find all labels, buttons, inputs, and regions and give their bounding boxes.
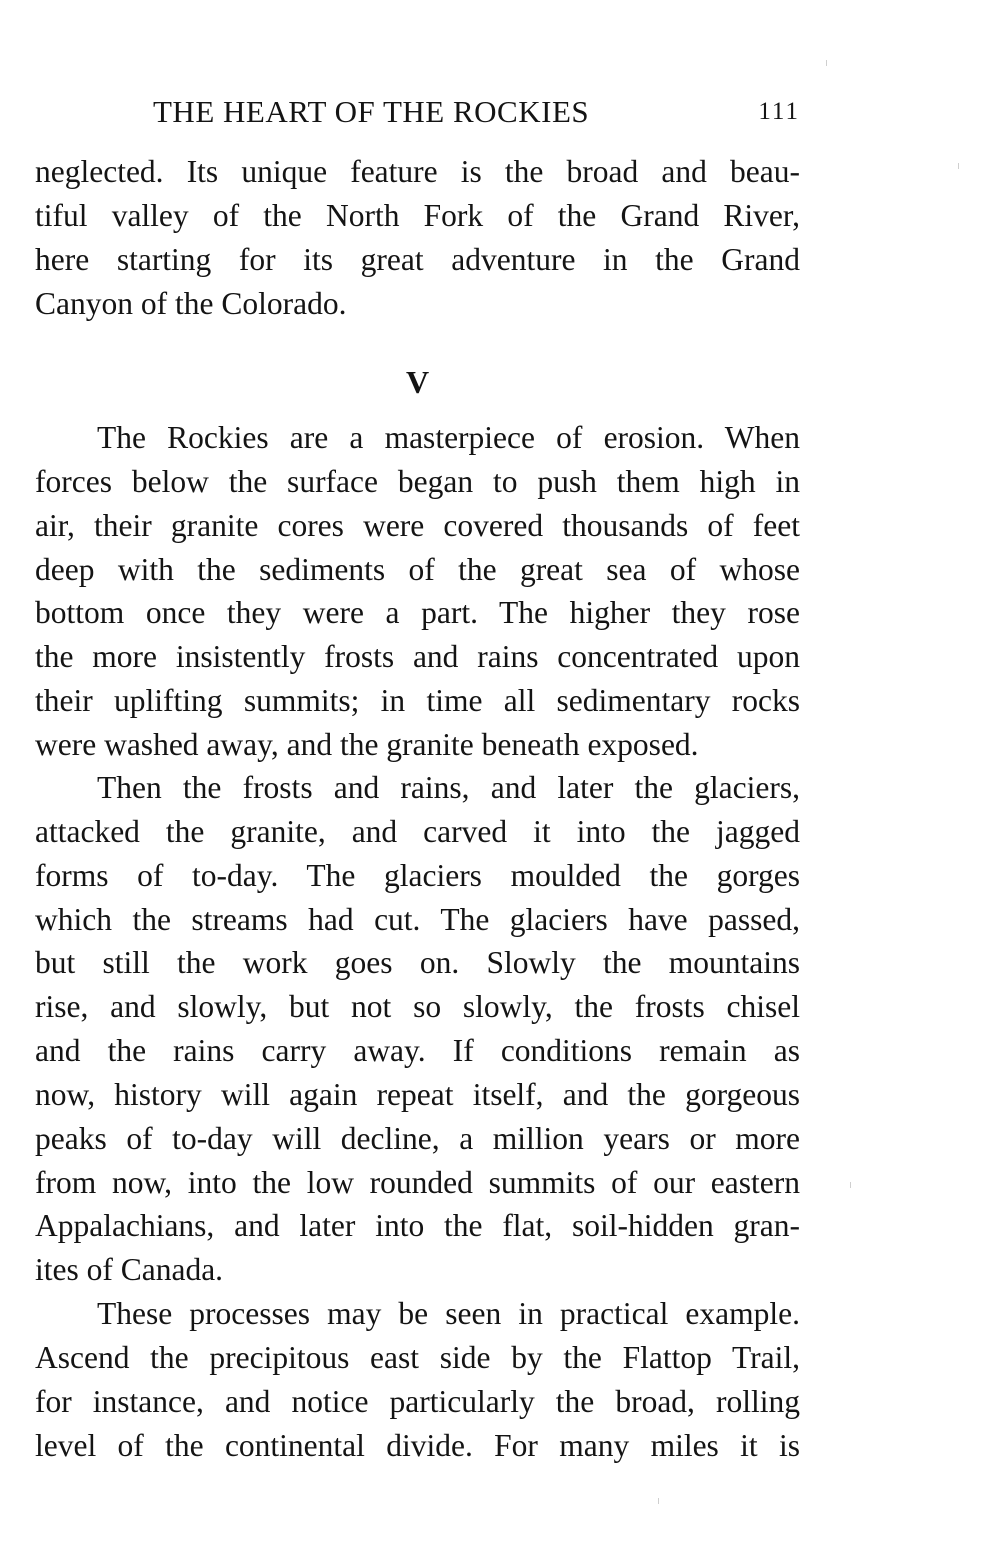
text-line: now, history will again repeat itself, and the gorgeous	[35, 1076, 800, 1112]
text-line: neglected. Its unique feature is the broad and beau-	[35, 154, 800, 189]
paragraph	[35, 1292, 800, 1467]
page-number: 111	[758, 98, 800, 125]
text-line: which the streams had cut. The glaciers have passed,	[35, 901, 800, 937]
text-line: The Rockies are a masterpiece of erosion. When	[97, 420, 800, 455]
text-line: Appalachians, and later into the flat, soil-hidden gran-	[35, 1208, 800, 1244]
text-line: forms of to-day. The glaciers moulded the gorges	[35, 857, 800, 893]
text-line: peaks of to-day will decline, a million years or more	[35, 1120, 800, 1156]
running-head: THE HEART OF THE ROCKIES	[153, 94, 590, 129]
paragraph	[35, 416, 800, 767]
text-line: here starting for its great adventure in the Grand	[35, 241, 800, 277]
scan-speck	[850, 1182, 851, 1188]
text-line: These processes may be seen in practical example.	[97, 1296, 800, 1331]
text-line: bottom once they were a part. The higher they rose	[35, 595, 800, 631]
text-line: Canyon of the Colorado.	[35, 285, 347, 321]
page-header	[35, 92, 800, 132]
text-line: but still the work goes on. Slowly the mountains	[35, 945, 800, 981]
text-line: Then the frosts and rains, and later the glaciers,	[97, 770, 800, 805]
text-line: level of the continental divide. For many miles it is	[35, 1427, 800, 1463]
text-line: and the rains carry away. If conditions remain as	[35, 1033, 800, 1069]
text-line: the more insistently frosts and rains concentrated upon	[35, 639, 800, 675]
scan-speck	[658, 1498, 659, 1504]
text-line: attacked the granite, and carved it into the jagged	[35, 813, 800, 849]
text-line: ites of Canada.	[35, 1252, 224, 1288]
paragraph-continued	[35, 150, 800, 325]
text-line: Ascend the precipitous east side by the Flattop Trail,	[35, 1339, 800, 1375]
text-line: air, their granite cores were covered thousands of feet	[35, 507, 800, 543]
text-line: deep with the sediments of the great sea of whose	[35, 551, 800, 587]
section-heading: V	[405, 364, 430, 400]
scan-speck	[958, 163, 959, 169]
scan-speck	[826, 60, 827, 66]
text-line: were washed away, and the granite beneath exposed.	[35, 726, 699, 762]
paragraph	[35, 766, 800, 1292]
text-line: forces below the surface began to push them high in	[35, 463, 800, 499]
text-line: their uplifting summits; in time all sedimentary rocks	[35, 683, 800, 719]
text-line: for instance, and notice particularly the broad, rolling	[35, 1383, 800, 1419]
text-line: from now, into the low rounded summits of our eastern	[35, 1164, 800, 1200]
text-line: tiful valley of the North Fork of the Grand River,	[35, 197, 800, 233]
text-line: rise, and slowly, but not so slowly, the frosts chisel	[35, 989, 800, 1025]
